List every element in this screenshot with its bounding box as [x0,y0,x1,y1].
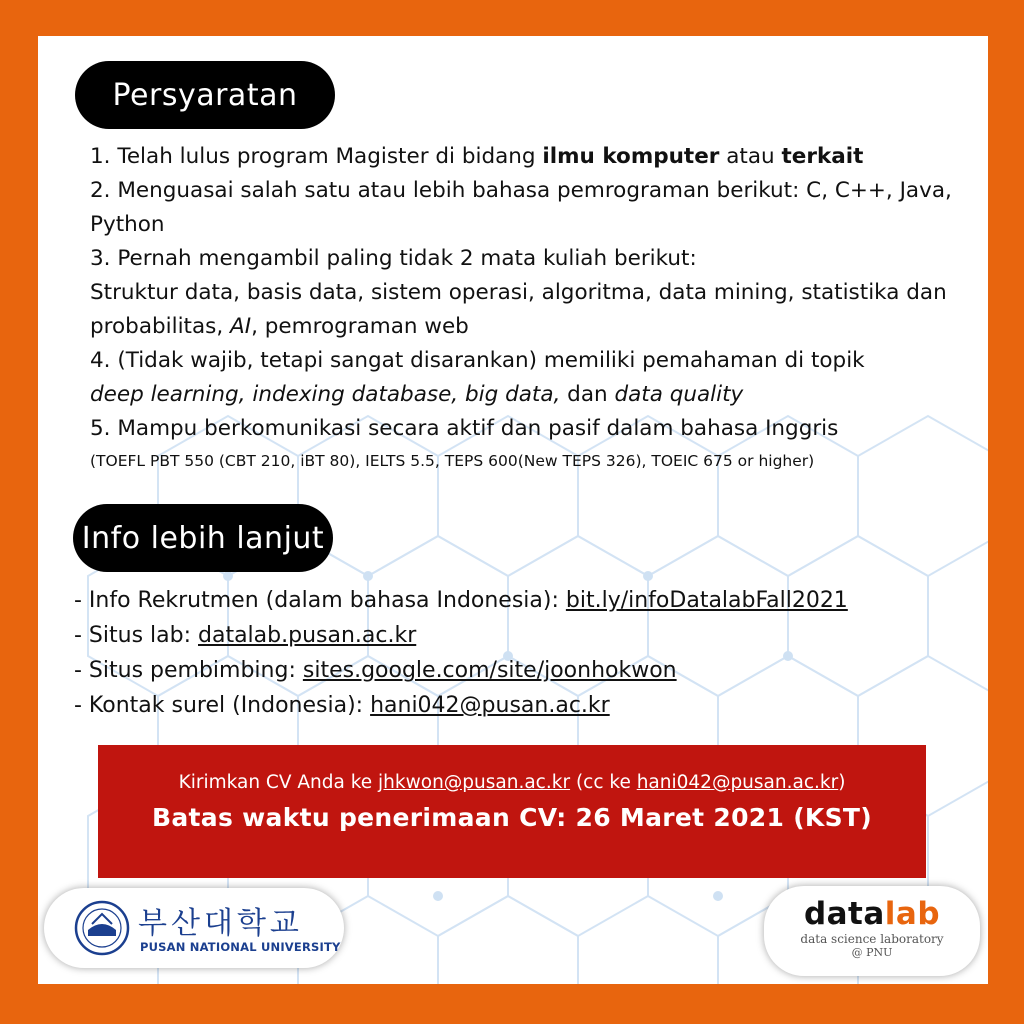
requirement-item-4-line1 [90,344,970,378]
datalab-subtitle: data science laboratory [800,932,944,946]
requirement-item-4-line2 [90,378,970,412]
requirement-4-connector: dan [560,382,615,407]
more-info-heading-text: Info lebih lanjut [81,520,325,556]
requirement-1-bold-cs: ilmu komputer [542,144,720,169]
cv-submission-line [98,772,926,793]
info-label-advisor-site: - Situs pembimbing: [74,658,303,683]
datalab-affiliation: @ PNU [851,946,893,959]
more-info-heading [73,504,333,572]
cv-close-paren: ) [838,772,846,793]
requirement-5-scores: (TOEFL PBT 550 (CBT 210, iBT 80), IELTS 5.5, TEPS 600(New TEPS 326), TOEIC 675 or higher) [90,452,815,470]
requirements-list [90,140,970,476]
cv-email-link[interactable]: jhkwon@pusan.ac.kr [378,772,571,793]
requirement-item-1 [90,140,970,174]
info-item-contact [74,688,954,723]
info-item-lab-site [74,618,954,653]
recruitment-link[interactable]: bit.ly/infoDatalabFall2021 [565,588,848,613]
datalab-wordmark [764,896,980,932]
datalab-wordmark-lab: lab [884,896,941,932]
requirement-item-5-line1 [90,412,970,446]
requirement-1-connector: atau [719,144,782,169]
cv-cc-text: (cc ke [570,772,637,793]
info-label-lab-site: - Situs lab: [74,623,198,648]
requirement-item-2 [90,174,970,242]
pnu-seal-icon [74,900,130,956]
contact-email-link[interactable]: hani042@pusan.ac.kr [370,693,610,718]
requirement-4-text: 4. (Tidak wajib, tetapi sangat disarankan) memiliki pemahaman di topik [90,348,865,373]
cc-email-link[interactable]: hani042@pusan.ac.kr [636,772,839,793]
lab-site-link[interactable]: datalab.pusan.ac.kr [198,623,417,648]
requirement-1-text: 1. Telah lulus program Magister di bidang [90,144,543,169]
requirement-3-web: , pemrograman web [251,314,469,339]
info-label-recruitment: - Info Rekrutmen (dalam bahasa Indonesia): [74,588,566,613]
requirements-heading-text: Persyaratan [112,77,298,113]
requirement-4-data-quality: data quality [614,382,744,407]
requirement-4-topics: deep learning, indexing database, big data, [90,382,561,407]
requirement-item-5-line2 [90,446,970,476]
datalab-wordmark-data: data [803,896,885,932]
requirement-3-ai: AI [230,314,252,339]
requirement-item-3-line2 [90,276,970,344]
requirement-5-text: 5. Mampu berkomunikasi secara aktif dan pasif dalam bahasa Inggris [90,416,839,441]
requirement-item-3-line1 [90,242,970,276]
advisor-site-link[interactable]: sites.google.com/site/joonhokwon [302,658,677,683]
more-info-list [74,583,954,723]
cv-deadline: Batas waktu penerimaan CV: 26 Maret 2021 (KST) [152,803,872,832]
requirement-2-text: 2. Menguasai salah satu atau lebih bahasa pemrograman berikut: C, C++, Java, Python [90,178,952,237]
requirement-3-courses: Struktur data, basis data, sistem operasi, algoritma, data mining, statistika dan probabilitas, [90,280,947,339]
info-item-advisor-site [74,653,954,688]
datalab-logo [764,886,980,976]
pnu-english-name: PUSAN NATIONAL UNIVERSITY [140,940,341,954]
info-label-contact: - Kontak surel (Indonesia): [74,693,371,718]
requirement-3-text: 3. Pernah mengambil paling tidak 2 mata kuliah berikut: [90,246,697,271]
requirement-1-bold-related: terkait [781,144,864,169]
pnu-logo [44,888,344,968]
poster-card [38,36,988,984]
pnu-korean-name: 부산대학교 [138,906,303,941]
cv-submission-banner [98,745,926,878]
info-item-recruitment [74,583,954,618]
requirements-heading [75,61,335,129]
cv-submit-text: Kirimkan CV Anda ke [178,772,379,793]
